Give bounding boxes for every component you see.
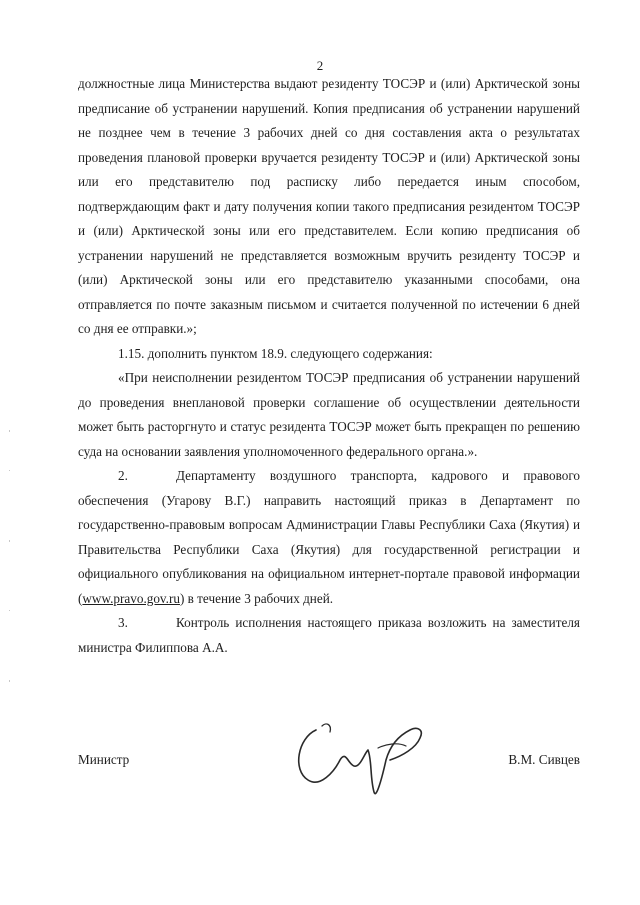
item-2-text-end: ) в течение 3 рабочих дней. [179, 590, 334, 606]
document-body [78, 72, 580, 660]
item-3-text: Контроль исполнения настоящего приказа возложить на заместителя министра Филиппова А.А. [78, 615, 580, 655]
item-number: 3. [118, 615, 128, 630]
item-number: 2. [118, 468, 128, 483]
scan-artifact [9, 610, 10, 611]
paragraph-item-2 [78, 464, 580, 611]
scan-artifact [9, 680, 10, 682]
scan-artifact [9, 470, 10, 471]
item-2-text: Департаменту воздушного транспорта, кадрового и правового обеспечения (Угарову В.Г.) направить настоящий приказ в Департамент по государственно-правовым вопросам Администрации Главы Республики Саха (Якутия) и Правительства Республики Саха (Якутия) для государственной регистрации и официального опубликования на официальном интернет-портале правовой информации ( [78, 468, 580, 606]
signatory-title: Министр [78, 752, 130, 767]
page-number: 2 [316, 58, 324, 73]
pravo-gov-link[interactable]: www.pravo.gov.ru [82, 590, 180, 606]
scan-artifact [9, 540, 10, 542]
paragraph-new-clause-18-9: «При неисполнении резидентом ТОСЭР предписания об устранении нарушений до проведения внеплановой проверки соглашение об осуществлении деятельности может быть расторгнуто и статус резидента ТОСЭР может быть прекращен по решению суда на основании заявления уполномоченного федерального органа.». [78, 370, 580, 459]
paragraph-amendment-1-15: 1.15. дополнить пунктом 18.9. следующего содержания: [118, 345, 433, 361]
paragraph-item-3 [78, 611, 580, 660]
signatory-name: В.М. Сивцев [508, 752, 580, 767]
signature-block [78, 752, 580, 772]
scan-artifact [9, 430, 10, 432]
paragraph-officials-order: должностные лица Министерства выдают резиденту ТОСЭР и (или) Арктической зоны предписание об устранении нарушений. Копия предписания об устранении нарушений не позднее чем в течение 3 рабочих дней со дня составления акта о результатах проведения плановой проверки вручается резиденту ТОСЭР и (или) Арктической зоны или его представителю под расписку либо передается иным способом, подтверждающим факт и дату получения копии такого предписания резидентом ТОСЭР и (или) Арктической зоны или его представителем. Если копию предписания об устранении нарушений не представляется возможным вручить резиденту ТОСЭР и (или) Арктической зоны или его представителю указанными способами, она отправляется по почте заказным письмом и считается полученной по истечении 6 дней со дня ее отправки.»; [78, 76, 580, 336]
